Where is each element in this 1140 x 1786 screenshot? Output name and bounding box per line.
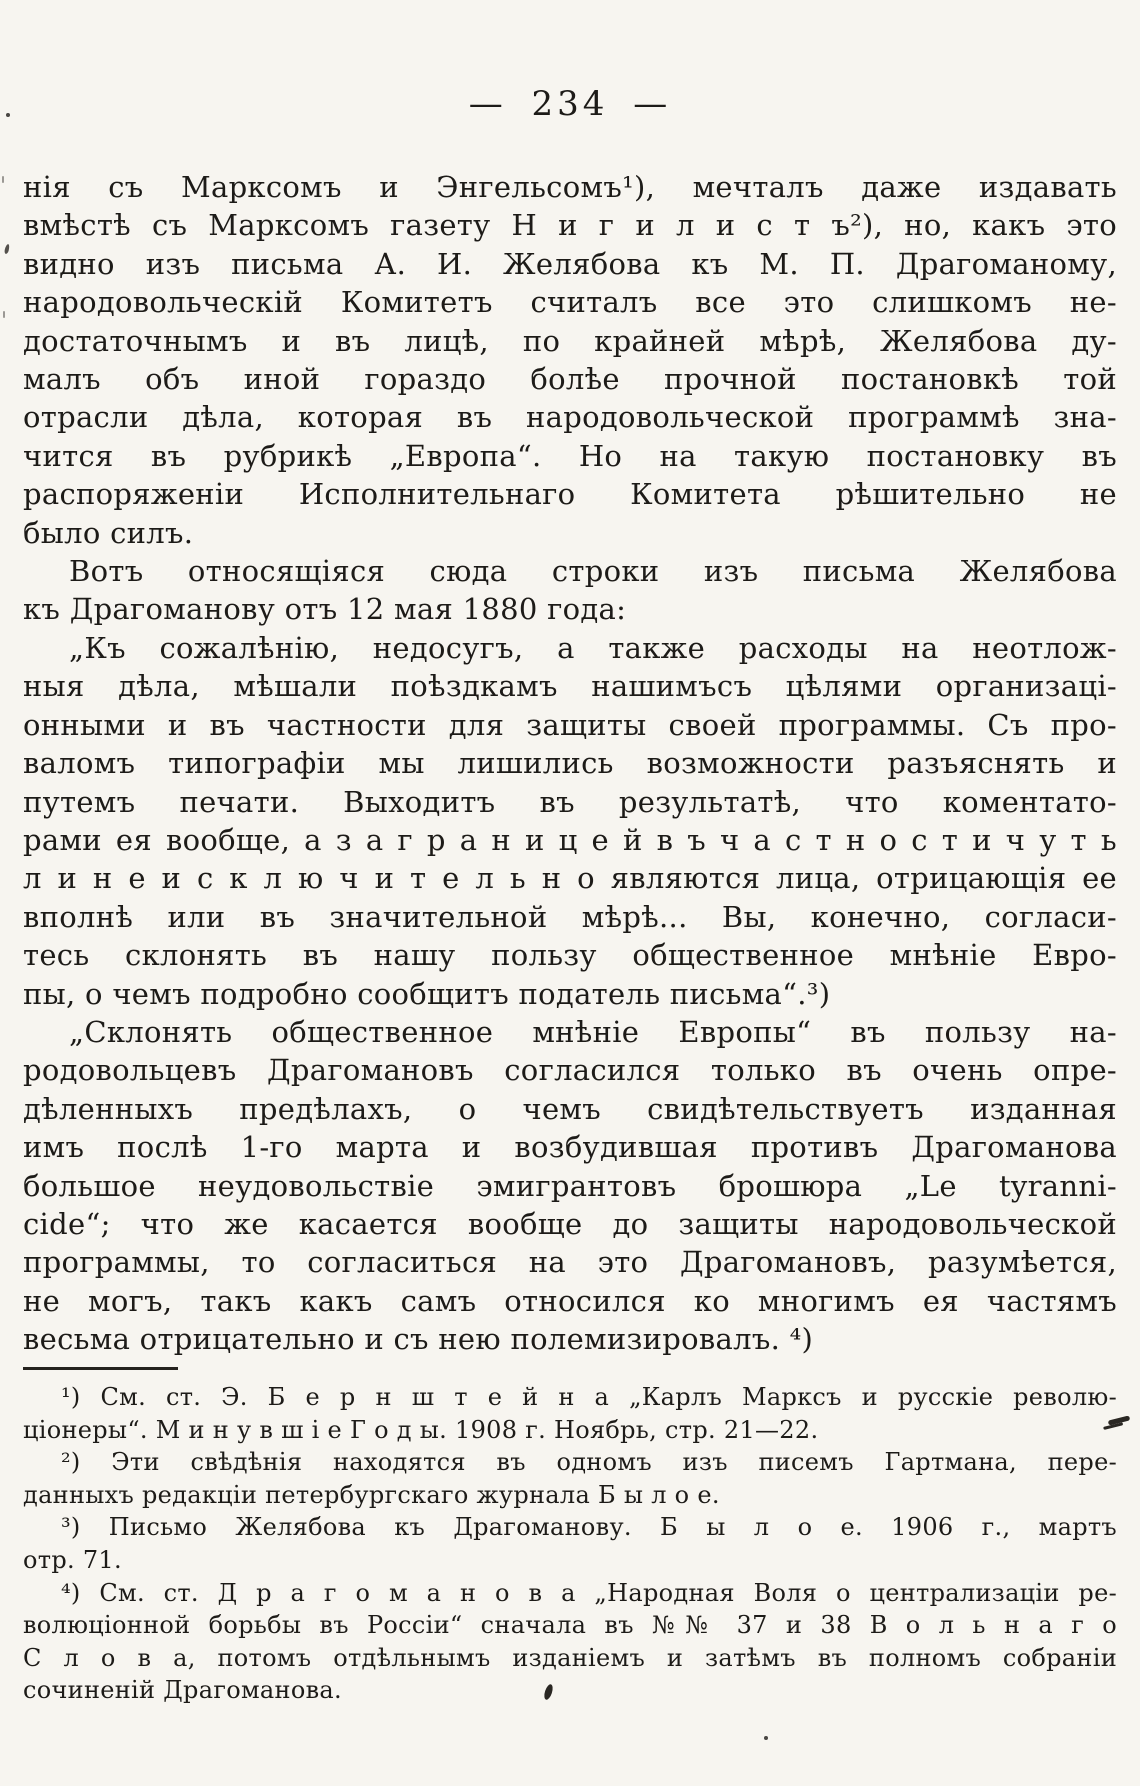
text-line: пы, о чемъ подробно сообщитъ податель письма“.³) xyxy=(23,976,831,1011)
text-line: „Къ сожалѣнію, недосугъ, а также расходы на неотлож- xyxy=(69,630,1117,665)
paragraph xyxy=(23,1013,1117,1359)
text-line: рами ея вообще, а з а г р а н и ц е й в ъ ч а с т н о с т и ч у т ь xyxy=(23,822,1117,857)
text-line: народовольческій Комитетъ считалъ все это слишкомъ не- xyxy=(23,285,1117,320)
footnote-separator-rule xyxy=(23,1367,178,1370)
text-line: вмѣстѣ съ Марксомъ газету Н и г и л и с т ъ²), но, какъ это xyxy=(23,208,1117,243)
text-line: къ Драгоманову отъ 12 мая 1880 года: xyxy=(23,592,627,627)
text-line: волюціонной борьбы въ Россіи“ сначала въ №№ 37 и 38 В о л ь н а г о xyxy=(23,1611,1117,1640)
text-line: достаточнымъ и въ лицѣ, по крайней мѣрѣ, Желябова ду- xyxy=(23,323,1117,358)
text-line: ²) Эти свѣдѣнія находятся въ одномъ изъ писемъ Гартмана, пере- xyxy=(61,1448,1117,1477)
text-line: видно изъ письма А. И. Желябова къ М. П. Драгоманому, xyxy=(23,246,1117,281)
ink-speck xyxy=(2,176,4,183)
page-number: — 234 — xyxy=(468,84,672,124)
text-line: дѣленныхъ предѣлахъ, о чемъ свидѣтельствуетъ изданная xyxy=(23,1091,1117,1126)
text-line: программы, то согласиться на это Драгомановъ, разумѣется, xyxy=(23,1245,1117,1280)
text-line: отрасли дѣла, которая въ народовольческой программѣ зна- xyxy=(23,400,1117,435)
text-line: большое неудовольствіе эмигрантовъ брошюра „Le tyranni- xyxy=(23,1168,1117,1203)
ink-speck xyxy=(6,113,10,117)
paragraph xyxy=(23,168,1117,552)
text-line: вполнѣ или въ значительной мѣрѣ... Вы, конечно, согласи- xyxy=(23,899,1117,934)
text-line: малъ объ иной гораздо болѣе прочной постановкѣ той xyxy=(23,362,1117,397)
ink-speck xyxy=(764,1736,768,1740)
text-line: сочиненій Драгоманова. xyxy=(23,1676,342,1705)
text-line: ³) Письмо Желябова къ Драгоманову. Б ы л о е. 1906 г., мартъ xyxy=(61,1513,1117,1542)
text-line: „Склонять общественное мнѣніе Европы“ въ пользу на- xyxy=(69,1014,1117,1049)
text-line: Вотъ относящіяся сюда строки изъ письма Желябова xyxy=(69,554,1117,589)
ink-speck xyxy=(3,311,5,318)
text-line: путемъ печати. Выходитъ въ результатѣ, что коментато- xyxy=(23,784,1117,819)
footnote xyxy=(23,1577,1117,1707)
text-line: л и н е и с к л ю ч и т е л ь н о являются лица, отрицающія ее xyxy=(23,861,1117,896)
text-line: валомъ типографіи мы лишились возможности разъяснять и xyxy=(23,746,1117,781)
text-line: не могъ, такъ какъ самъ относился ко многимъ ея частямъ xyxy=(23,1283,1117,1318)
text-line: ныя дѣла, мѣшали поѣздкамъ нашимъсъ цѣлями организаці- xyxy=(23,669,1117,704)
text-line: ⁴) См. ст. Д р а г о м а н о в а „Народная Воля о централизаціи ре- xyxy=(61,1578,1117,1607)
text-line: cide“; что же касается вообще до защиты народовольческой xyxy=(23,1206,1117,1241)
text-line: онными и въ частности для защиты своей программы. Съ про- xyxy=(23,707,1117,742)
text-line: данныхъ редакціи петербургскаго журнала Б ы л о е. xyxy=(23,1480,720,1509)
text-line: отр. 71. xyxy=(23,1545,122,1574)
paragraph xyxy=(23,552,1117,629)
ink-speck xyxy=(4,244,10,255)
paragraph xyxy=(23,629,1117,1013)
footnote xyxy=(23,1381,1117,1446)
main-text-block xyxy=(23,168,1117,1359)
footnotes-block xyxy=(23,1381,1117,1707)
text-line: распоряженіи Исполнительнаго Комитета рѣшительно не xyxy=(23,477,1117,512)
text-line: чится въ рубрикѣ „Европа“. Но на такую постановку въ xyxy=(23,438,1117,473)
text-line: тесь склонять въ нашу пользу общественное мнѣніе Евро- xyxy=(23,938,1117,973)
text-line: имъ послѣ 1-го марта и возбудившая противъ Драгоманова xyxy=(23,1130,1117,1165)
footnote xyxy=(23,1446,1117,1511)
text-line: родовольцевъ Драгомановъ согласился только въ очень опре- xyxy=(23,1053,1117,1088)
text-line: весьма отрицательно и съ нею полемизировалъ. ⁴) xyxy=(23,1322,814,1357)
text-line: ціонеры“. М и н у в ш і е Г о д ы. 1908 г. Ноябрь, стр. 21—22. xyxy=(23,1415,819,1444)
text-line: С л о в а, потомъ отдѣльнымъ изданіемъ и затѣмъ въ полномъ собраніи xyxy=(23,1643,1117,1672)
text-line: ¹) См. ст. Э. Б е р н ш т е й н а „Карлъ Марксъ и русскіе револю- xyxy=(61,1383,1117,1411)
footnote xyxy=(23,1511,1117,1576)
text-line: нія съ Марксомъ и Энгельсомъ¹), мечталъ даже издавать xyxy=(23,170,1117,204)
text-line: было силъ. xyxy=(23,515,194,550)
